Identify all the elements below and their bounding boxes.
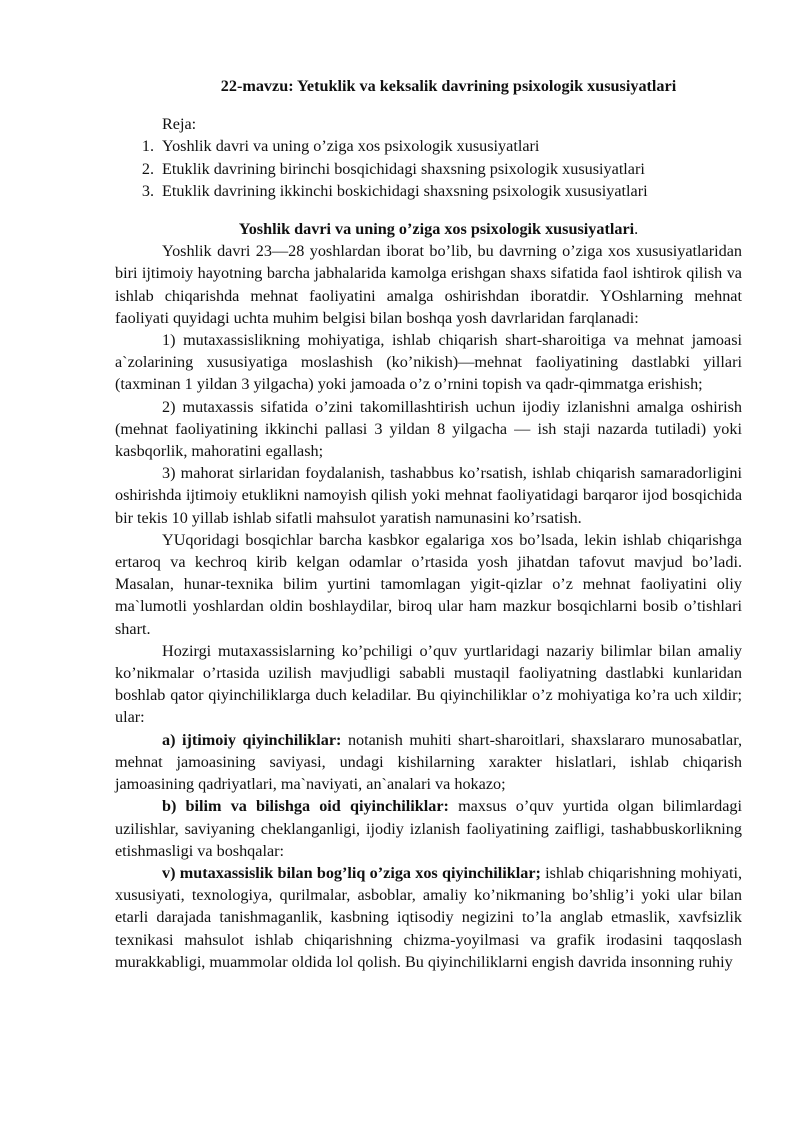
plan-item [115, 180, 742, 202]
paragraph [115, 396, 742, 463]
paragraph [115, 795, 742, 862]
paragraph [115, 640, 742, 729]
paragraph-text: Hozirgi mutaxassislarning ko’pchiligi o’quv yurtlaridagi nazariy bilimlar bilan amaliy ko’nikmalar o’rtasida uzilish mavjudligi sababli mustaqil faoliyatning dastlabki kunlaridan boshlab qator qiyinchiliklarga duch keladilar. Bu qiyinchiliklar o’z mohiyatiga ko’ra uch xildir; ular: [115, 641, 742, 727]
paragraph-lead: a) ijtimoiy qiyinchiliklar: [162, 730, 342, 749]
plan-item [115, 158, 742, 180]
paragraph [115, 862, 742, 973]
paragraph [115, 462, 742, 529]
paragraph-text: 1) mutaxassislikning mohiyatiga, ishlab chiqarish shart-sharoitiga va mehnat jamoasi a`zolarining xususiyatiga moslashish (ko’nikish)—mehnat faoliyatining dastlabki yillari (taxminan 1 yildan 3 yilgacha) yoki jamoada o’z o’rnini topish va qadr-qimmatga erishish; [115, 331, 742, 394]
paragraph [115, 329, 742, 396]
paragraph-text: 3) mahorat sirlaridan foydalanish, tashabbus ko’rsatish, ishlab chiqarish samaradorligini oshirishda ijtimoiy etuklikni namoyish qilish yoki mehnat faoliyatidagi barqaror ijod bosqichida bir tekis 10 yillab ishlab sifatli mahsulot yaratish namunasini ko’rsatish. [115, 464, 742, 527]
paragraph [115, 529, 742, 640]
paragraph-text: notanish muhiti shart-sharoitlari, shaxslararo munosabatlar, mehnat jamoasining saviyasi, undagi kishilarning xarakter hislatlari, ishlab chiqarish jamoasining qadriyatlari, ma`naviyati, an`analari va hokazo; [115, 730, 742, 794]
paragraph-text: maxsus o’quv yurtida olgan bilimlardagi uzilishlar, saviyaning cheklanganligi, ijodiy izlanish faoliyatining zaifligi, tashabbuskorlikning etishmasligi va boshqalar: [115, 797, 742, 860]
paragraph-text: ishlab chiqarishning mohiyati, xususiyati, texnologiya, qurilmalar, asboblar, amaliy ko’nikmaning bo’shlig’i yoki ular bilan etarli darajada tanishmaganlik, kasbning iqtisodiy negizini to’la anglab etmaslik, xavfsizlik texnikasi mahsulot ishlab chiqarishning chizma-yoyilmasi va grafik irodasini taqqoslash murakkabligi, muammolar oldida lol qolish. Bu qiyinchiliklarni engish davrida insonning ruhiy [115, 863, 742, 971]
document-title: 22-mavzu: Yetuklik va keksalik davrining psixologik xususiyatlari [220, 77, 677, 95]
paragraph-lead: v) mutaxassislik bilan bog’liq o’ziga xos qiyinchiliklar; [162, 863, 541, 882]
section-heading [115, 218, 742, 240]
plan-item-number: 1. [141, 137, 154, 156]
paragraph-text: YUqoridagi bosqichlar barcha kasbkor egalariga xos bo’lsada, lekin ishlab chiqarishga ertaroq va kechroq kirib kelgan odamlar o’rtasida yosh jihatdan tafovut mavjud bo’ladi. Masalan, hunar-texnika bilim yurtini tamomlagan yigit-qizlar o’z mehnat faoliyatini oliy ma`lumotli yoshlardan oldin boshlaydilar, biroq ular ham mazkur bosqichlarni bosib o’tishlari shart. [115, 530, 742, 638]
plan-item-text: Etuklik davrining birinchi bosqichidagi shaxsning psixologik xususiyatlari [162, 159, 645, 178]
section-heading-period: . [634, 220, 639, 239]
paragraph [115, 729, 742, 796]
plan-item-number: 2. [141, 159, 154, 178]
body-text [115, 240, 742, 973]
section-heading-text: Yoshlik davri va uning o’ziga xos psixologik xususiyatlari [238, 220, 635, 239]
paragraph-text: 2) mutaxassis sifatida o’zini takomillashtirish uchun ijodiy izlanishni amalga oshirish (mehnat faoliyatining ikkinchi pallasi 3 yildan 8 yilgacha — ish staji nazarda tutiladi) yoki kasbqorlik, mahoratini egallash; [115, 397, 742, 461]
paragraph-lead: b) bilim va bilishga oid qiyinchiliklar: [162, 797, 449, 816]
paragraph-text: Yoshlik davri 23—28 yoshlardan iborat bo’lib, bu davrning o’ziga xos xususiyatlaridan biri ijtimoiy hayotning barcha jabhalarida kamolga erishgan shaxs sifatida faol ishtirok qilish va ishlab chiqarishda mehnat faoliyatini amalga oshirishdan iboratdir. YOshlarning mehnat faoliyati quyidagi uchta muhim belgisi bilan boshqa yosh davrlaridan farqlanadi: [115, 242, 742, 327]
plan-label: Reja: [162, 115, 197, 134]
plan-item [115, 135, 742, 157]
plan-item-number: 3. [141, 181, 154, 200]
plan-item-text: Yoshlik davri va uning o’ziga xos psixologik xususiyatlari [162, 137, 540, 156]
plan-item-text: Etuklik davrining ikkinchi boskichidagi shaxsning psixologik xususiyatlari [162, 181, 648, 200]
plan-list [115, 135, 742, 202]
paragraph [115, 240, 742, 329]
